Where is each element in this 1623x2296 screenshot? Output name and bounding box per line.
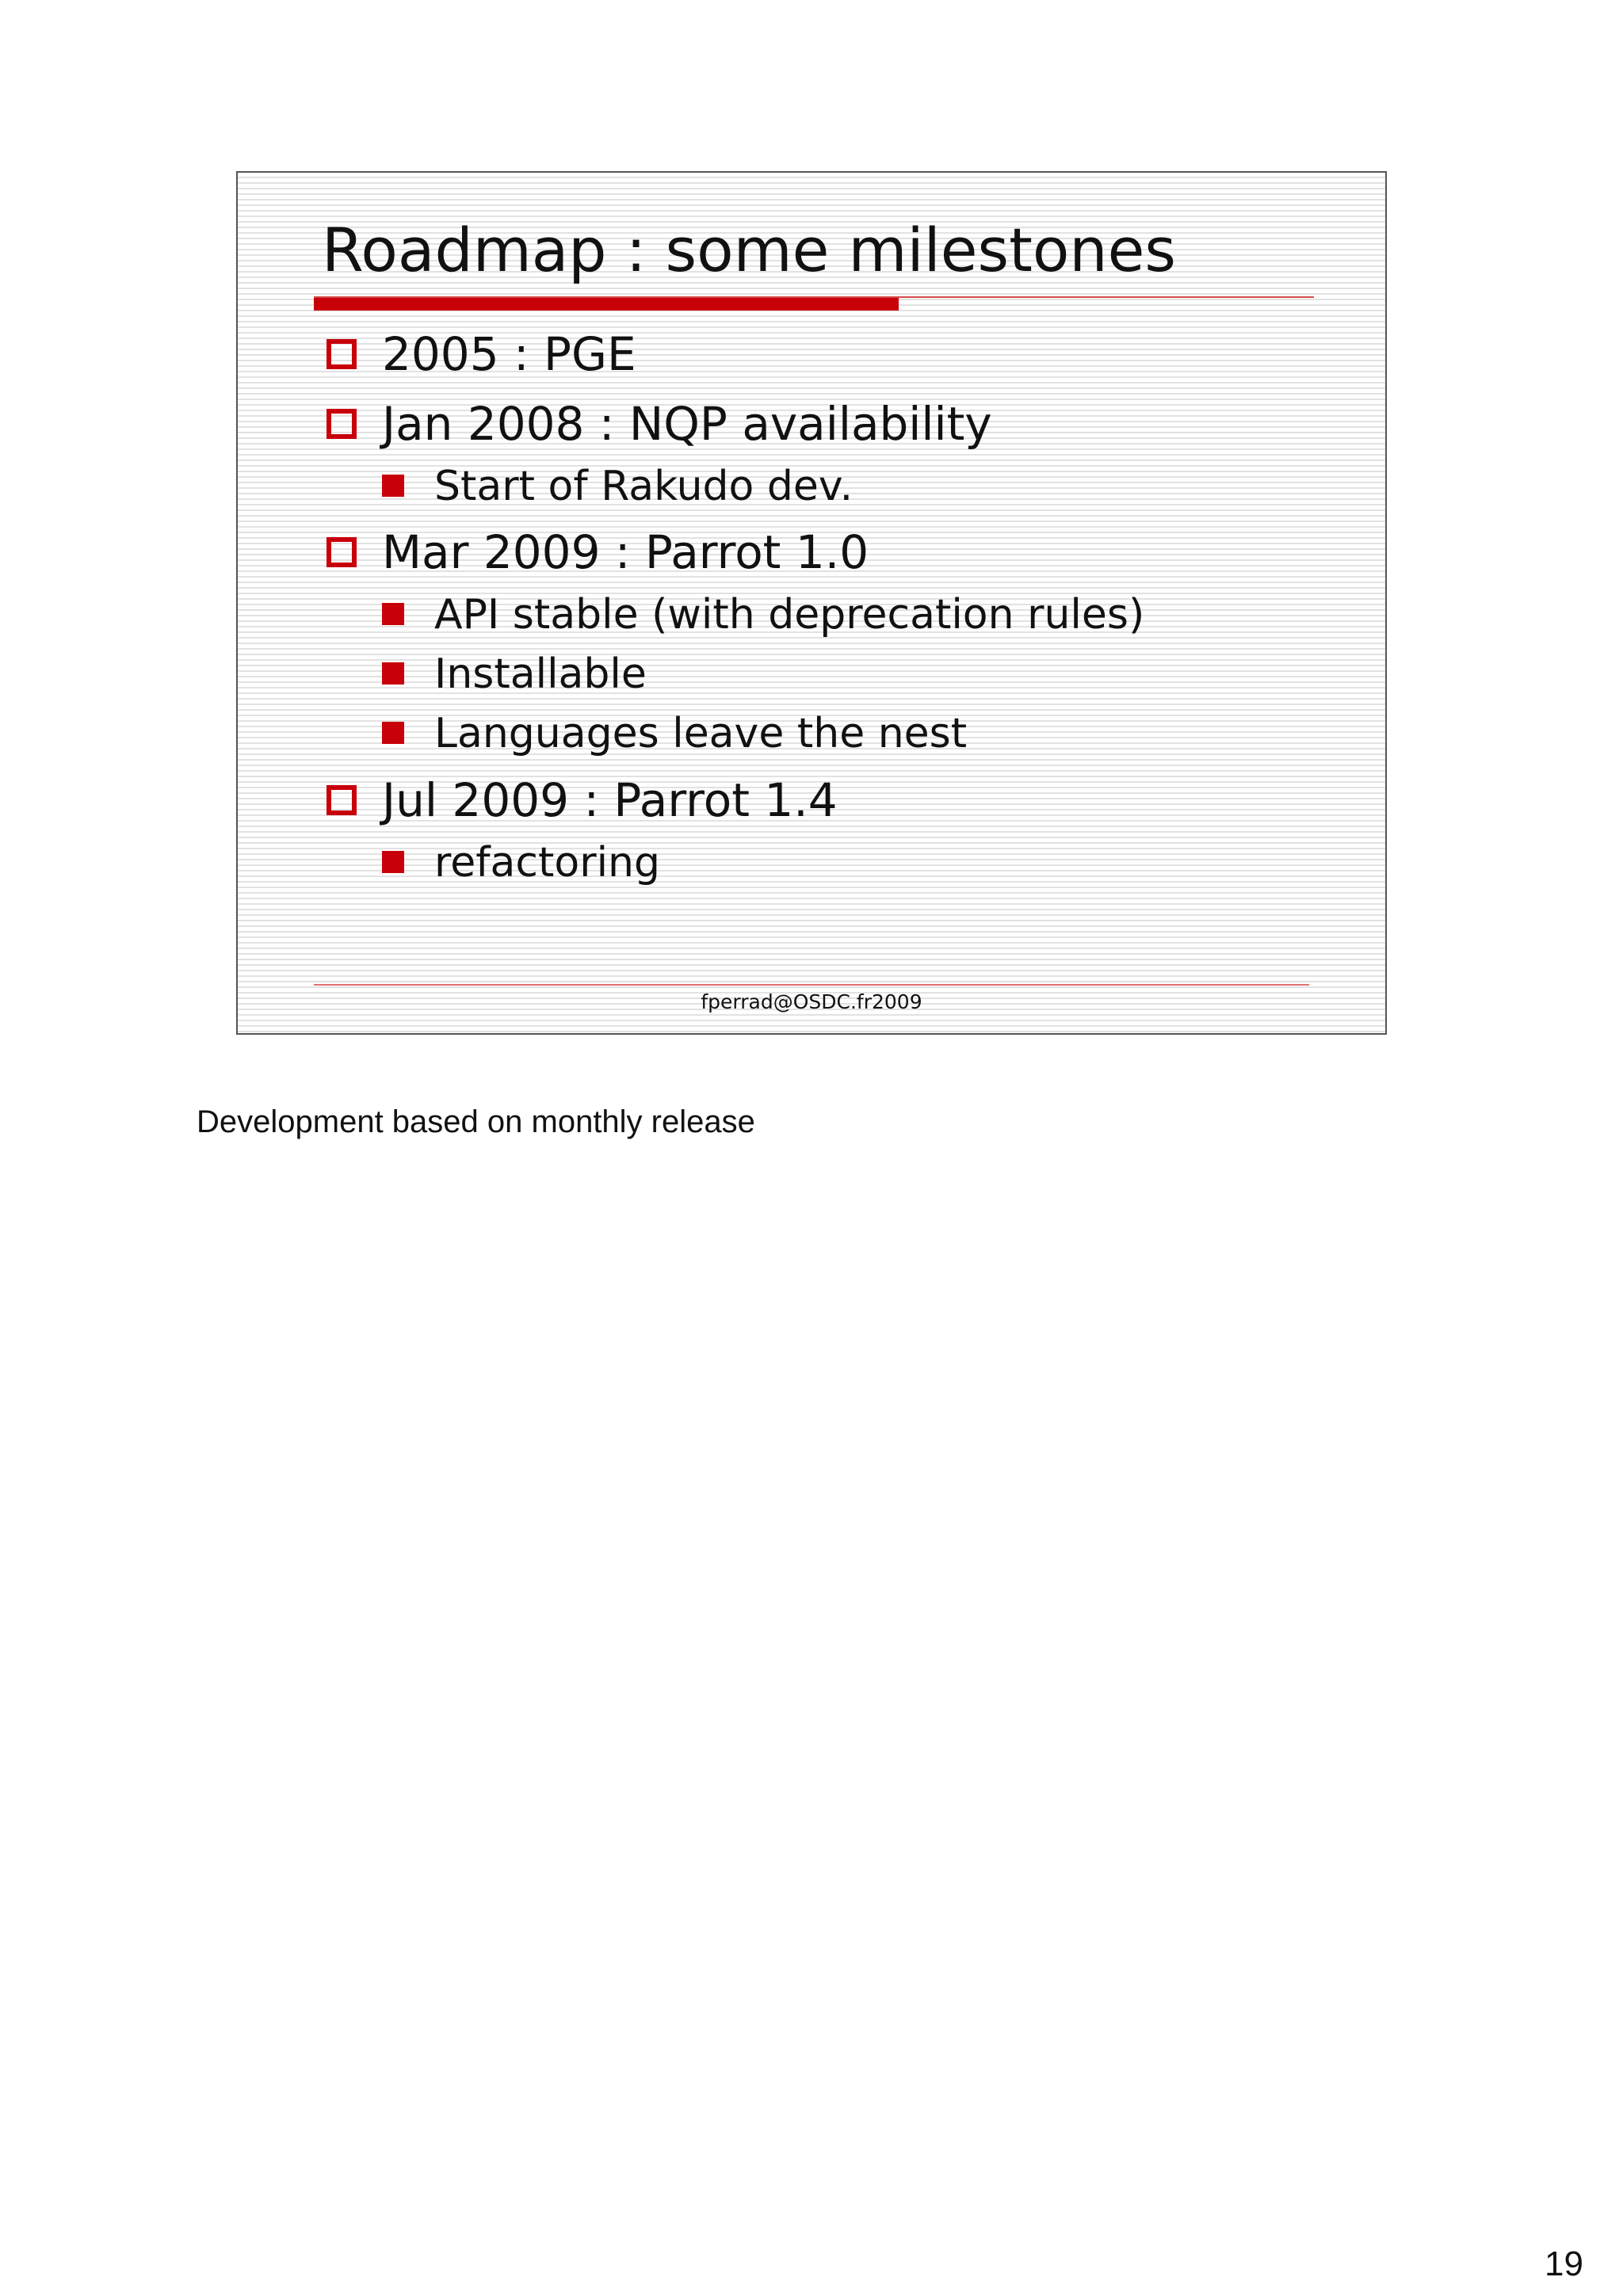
bullet-item xyxy=(327,397,992,451)
slide-footer: fperrad@OSDC.fr2009 xyxy=(701,990,922,1013)
sub-bullet-text: Start of Rakudo dev. xyxy=(434,463,854,510)
sub-bullet-text: refactoring xyxy=(434,839,660,887)
bullet-item xyxy=(327,525,869,579)
sub-bullet-text: Languages leave the nest xyxy=(434,710,968,757)
sub-bullet-item xyxy=(382,650,647,698)
filled-square-bullet-icon xyxy=(382,662,404,685)
bullet-list xyxy=(238,173,1385,1033)
hollow-square-bullet-icon xyxy=(327,409,357,439)
sub-bullet-text: API stable (with deprecation rules) xyxy=(434,591,1145,639)
hollow-square-bullet-icon xyxy=(327,339,357,369)
bullet-item xyxy=(327,773,838,827)
bullet-text: Jul 2009 : Parrot 1.4 xyxy=(382,773,838,827)
bullet-item xyxy=(327,327,636,381)
bullet-text: Jan 2008 : NQP availability xyxy=(382,397,992,451)
bullet-text: Mar 2009 : Parrot 1.0 xyxy=(382,525,869,579)
sub-bullet-text: Installable xyxy=(434,650,647,698)
hollow-square-bullet-icon xyxy=(327,785,357,815)
sub-bullet-item xyxy=(382,710,968,757)
bullet-text: 2005 : PGE xyxy=(382,327,636,381)
speaker-notes: Development based on monthly release xyxy=(197,1104,755,1139)
footer-divider xyxy=(314,984,1309,986)
page-number: 19 xyxy=(1545,2245,1583,2283)
sub-bullet-item xyxy=(382,463,854,510)
sub-bullet-item xyxy=(382,839,660,887)
sub-bullet-item xyxy=(382,591,1145,639)
filled-square-bullet-icon xyxy=(382,722,404,744)
filled-square-bullet-icon xyxy=(382,603,404,625)
filled-square-bullet-icon xyxy=(382,851,404,873)
hollow-square-bullet-icon xyxy=(327,537,357,567)
slide-thumbnail xyxy=(236,171,1387,1035)
filled-square-bullet-icon xyxy=(382,475,404,497)
slide-title: Roadmap : some milestones xyxy=(322,215,1176,285)
